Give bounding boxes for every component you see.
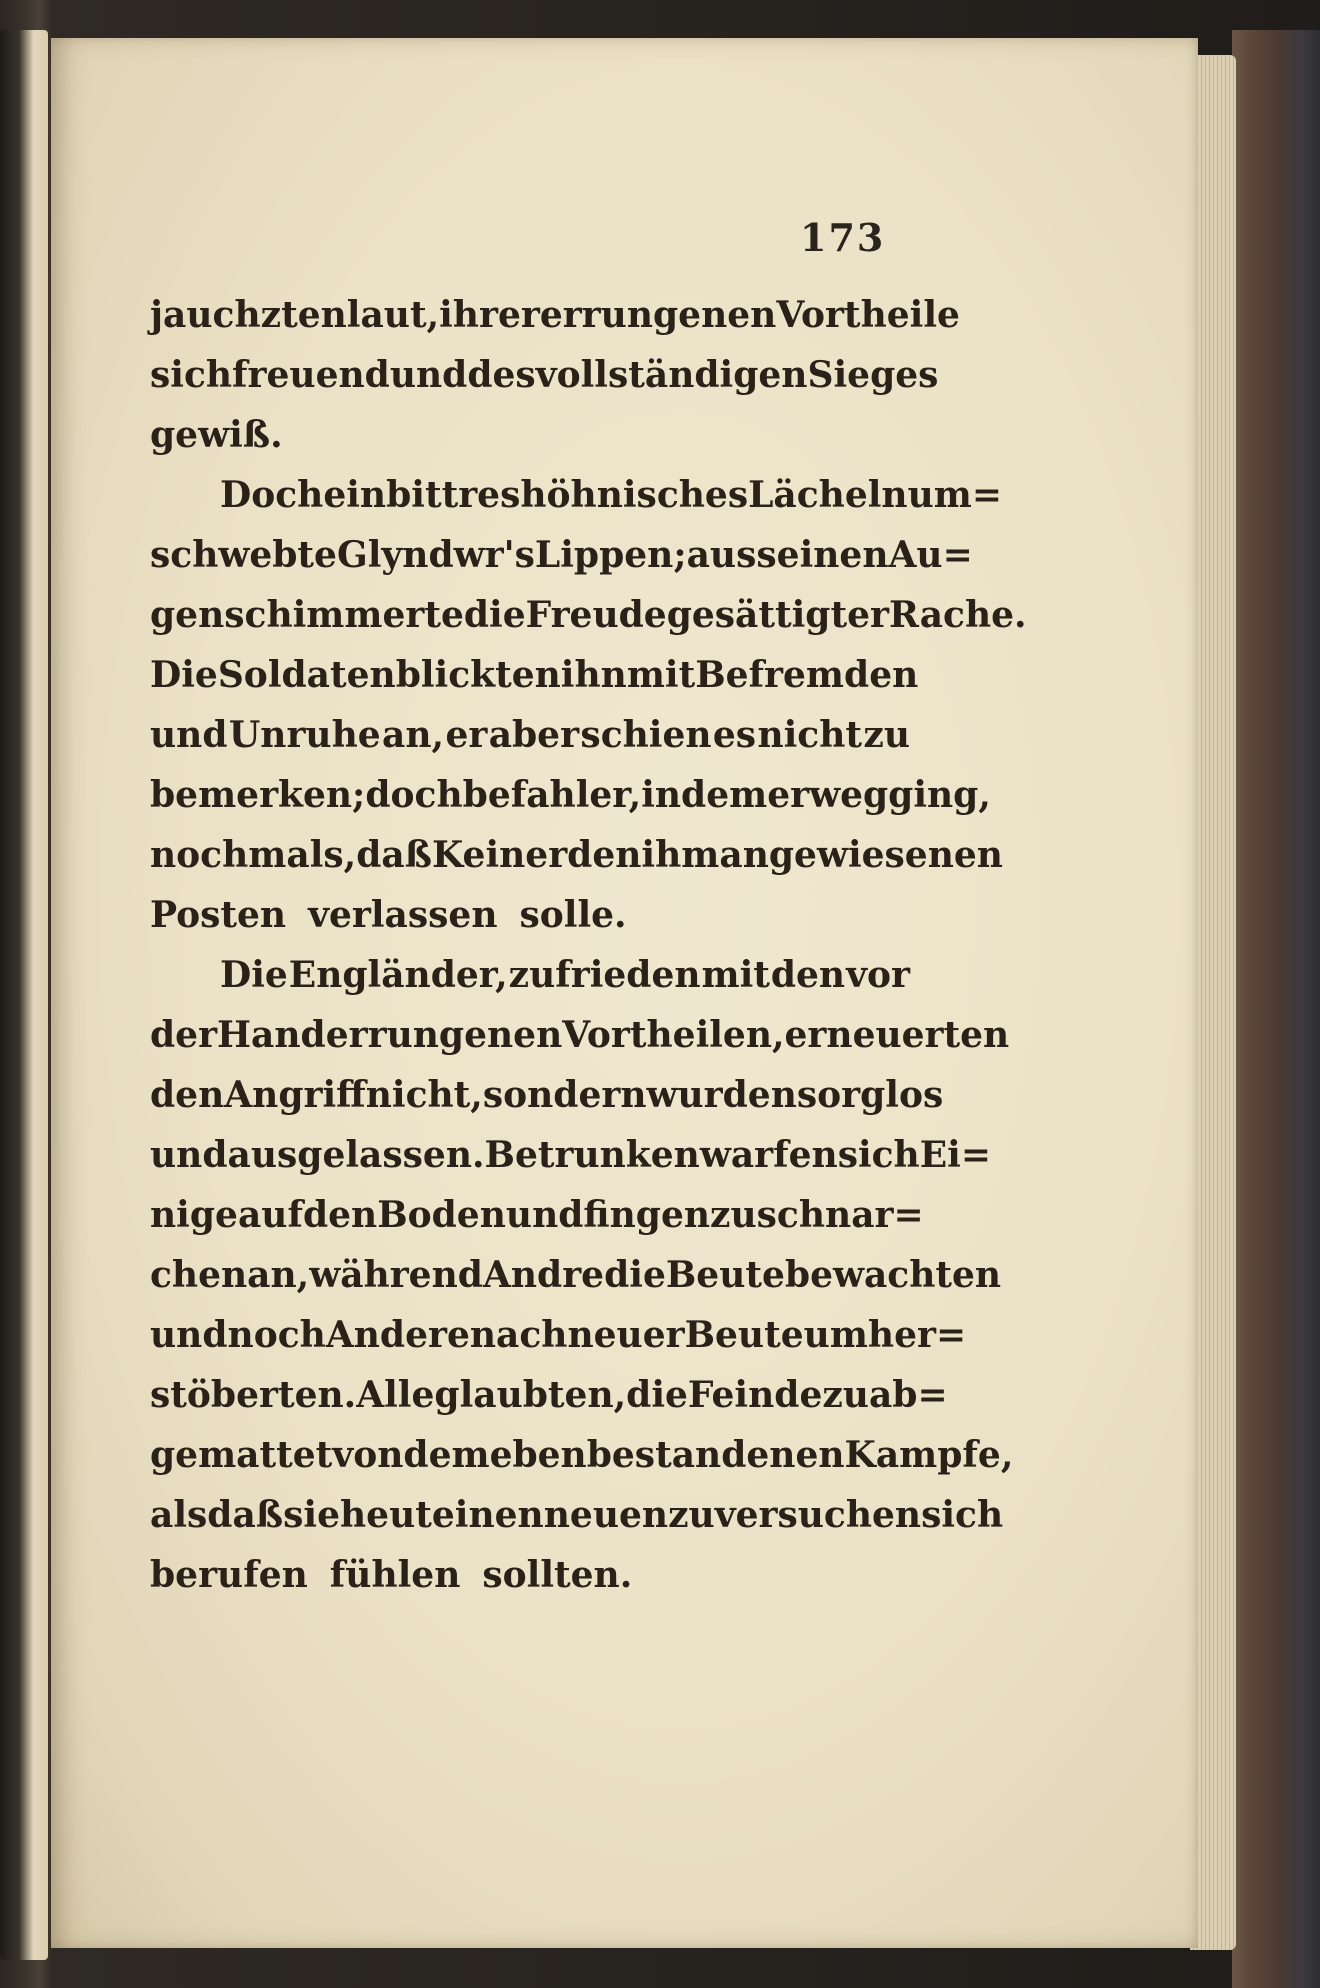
text-line: [150, 585, 1027, 645]
text-line: [150, 765, 991, 825]
word: Au=: [888, 534, 973, 576]
word: sollten.: [482, 1554, 633, 1596]
word: Alle: [356, 1374, 435, 1416]
word: Beute: [665, 1254, 785, 1296]
word: bemerken;: [150, 774, 366, 816]
word: aber: [488, 714, 580, 756]
word: Unruhe: [228, 714, 381, 756]
word: zufrieden: [508, 954, 701, 996]
word: solle.: [519, 894, 627, 936]
text-line: [150, 405, 910, 465]
word: sie: [283, 1494, 340, 1536]
word: Kampfe,: [844, 1434, 1014, 1476]
word: daß: [356, 834, 433, 876]
word: an,: [247, 1254, 310, 1296]
word: und: [505, 1194, 584, 1236]
word: wurden: [646, 1074, 797, 1116]
word: Die: [220, 954, 288, 996]
word: Andre: [482, 1254, 605, 1296]
word: ihrer: [439, 294, 540, 336]
word: sich: [921, 1494, 1004, 1536]
word: sich: [837, 1134, 920, 1176]
word: aus: [686, 534, 757, 576]
word: ihm: [641, 834, 720, 876]
word: Hand: [217, 1014, 326, 1056]
word: und: [150, 1314, 228, 1356]
word: verlassen: [308, 894, 498, 936]
word: mit: [626, 654, 696, 696]
word: umher=: [803, 1314, 967, 1356]
word: eben: [489, 1434, 587, 1476]
word: angewiesenen: [719, 834, 1003, 876]
word: es: [712, 714, 757, 756]
word: indem: [641, 774, 768, 816]
word: nach: [469, 1314, 568, 1356]
word: nochmals,: [150, 834, 357, 876]
word: Befremden: [695, 654, 919, 696]
word: mit: [701, 954, 770, 996]
word: vollständigen: [535, 354, 808, 396]
word: auf: [237, 1194, 303, 1236]
word: Vortheilen,: [562, 1014, 785, 1056]
word: und: [150, 1134, 228, 1176]
text-line: [150, 345, 939, 405]
word: Lächeln: [748, 474, 908, 516]
text-line: [150, 1125, 992, 1185]
word: schnar=: [756, 1194, 924, 1236]
word: Vortheile: [776, 294, 960, 336]
word: höhnisches: [520, 474, 749, 516]
word: den: [302, 1194, 378, 1236]
word: schimmerte: [224, 594, 464, 636]
word: fingen: [583, 1194, 711, 1236]
text-line: [150, 1005, 1010, 1065]
word: Die: [150, 654, 218, 696]
word: von: [332, 1434, 404, 1476]
text-line: [150, 825, 1003, 885]
word: noch: [227, 1314, 326, 1356]
word: versuchen: [714, 1494, 922, 1536]
word: Posten: [150, 894, 287, 936]
text-line: [150, 1065, 944, 1125]
word: errungenen: [539, 294, 777, 336]
text-line: [150, 525, 973, 585]
word: die: [463, 594, 526, 636]
word: stöberten.: [150, 1374, 357, 1416]
word: Andere: [325, 1314, 470, 1356]
word: errungenen: [325, 1014, 563, 1056]
word: Lippen;: [534, 534, 687, 576]
text-line: [150, 465, 1003, 525]
text-line: [150, 1425, 1014, 1485]
word: und: [150, 714, 228, 756]
page-number: 173: [800, 215, 886, 260]
word: den: [770, 954, 846, 996]
word: Glyndwr's: [336, 534, 535, 576]
word: dem: [403, 1434, 490, 1476]
gutter-line: [48, 38, 51, 1948]
text-line: [150, 645, 919, 705]
word: ab=: [868, 1374, 948, 1416]
word: an,: [382, 714, 445, 756]
text-line: [150, 1185, 924, 1245]
word: Doch: [220, 474, 324, 516]
word: zu: [668, 1494, 715, 1536]
word: einen: [431, 1494, 544, 1536]
word: ihn: [560, 654, 627, 696]
word: Angriff: [224, 1074, 366, 1116]
word: Freude: [525, 594, 667, 636]
word: er,: [589, 774, 642, 816]
word: Soldaten: [217, 654, 396, 696]
word: erneuerten: [784, 1014, 1010, 1056]
word: doch: [365, 774, 463, 816]
word: gesättigter: [666, 594, 889, 636]
body-text: [150, 285, 1027, 1605]
word: zu: [710, 1194, 757, 1236]
text-line: [150, 1365, 948, 1425]
word: Sieges: [807, 354, 939, 396]
word: als: [150, 1494, 208, 1536]
word: Ei=: [919, 1134, 992, 1176]
word: Betrunken: [484, 1134, 700, 1176]
text-line: [150, 885, 910, 945]
word: Rache.: [888, 594, 1027, 636]
text-line: [150, 1545, 910, 1605]
text-line: [150, 285, 960, 345]
text-line: [150, 705, 910, 765]
word: schien: [580, 714, 712, 756]
word: nige: [150, 1194, 238, 1236]
word: bestandenen: [586, 1434, 845, 1476]
word: Engländer,: [288, 954, 508, 996]
text-line: [150, 1485, 1004, 1545]
text-line: [150, 1305, 967, 1365]
word: neuen: [543, 1494, 669, 1536]
word: Boden: [377, 1194, 506, 1236]
word: freuend: [232, 354, 390, 396]
word: heut: [340, 1494, 432, 1536]
word: jauchzten: [150, 294, 347, 336]
word: fühlen: [329, 1554, 461, 1596]
word: den: [567, 834, 642, 876]
word: vor: [846, 954, 910, 996]
word: er: [445, 714, 488, 756]
word: laut,: [346, 294, 440, 336]
word: neuer: [567, 1314, 685, 1356]
word: Keiner: [432, 834, 568, 876]
word: zu: [822, 1374, 869, 1416]
word: bewachten: [784, 1254, 1002, 1296]
word: gewiß.: [150, 414, 283, 456]
text-line: [150, 945, 910, 1005]
word: glaubten,: [434, 1374, 627, 1416]
word: während: [309, 1254, 483, 1296]
word: schwebte: [150, 534, 337, 576]
word: der: [150, 1014, 218, 1056]
word: die: [626, 1374, 688, 1416]
word: Beute: [684, 1314, 804, 1356]
word: sich: [150, 354, 233, 396]
word: um=: [907, 474, 1003, 516]
word: befahl: [462, 774, 590, 816]
word: und: [389, 354, 468, 396]
word: bittres: [386, 474, 521, 516]
word: zu: [863, 714, 910, 756]
word: den: [150, 1074, 225, 1116]
word: daß: [207, 1494, 284, 1536]
word: die: [604, 1254, 666, 1296]
word: warfen: [699, 1134, 838, 1176]
word: Feinde: [687, 1374, 823, 1416]
word: berufen: [150, 1554, 308, 1596]
word: sorglos: [796, 1074, 944, 1116]
word: ausgelassen.: [227, 1134, 485, 1176]
word: des: [467, 354, 536, 396]
word: ein: [323, 474, 387, 516]
word: gemattet: [150, 1434, 333, 1476]
word: chen: [150, 1254, 248, 1296]
word: nicht,: [365, 1074, 483, 1116]
word: nicht: [757, 714, 863, 756]
word: gen: [150, 594, 225, 636]
book-cover-left: [0, 30, 48, 1960]
word: seinen: [756, 534, 889, 576]
word: er: [767, 774, 810, 816]
word: wegging,: [809, 774, 991, 816]
book-cover-right: [1232, 30, 1320, 1988]
word: blickten: [395, 654, 561, 696]
text-line: [150, 1245, 1002, 1305]
word: sondern: [482, 1074, 647, 1116]
